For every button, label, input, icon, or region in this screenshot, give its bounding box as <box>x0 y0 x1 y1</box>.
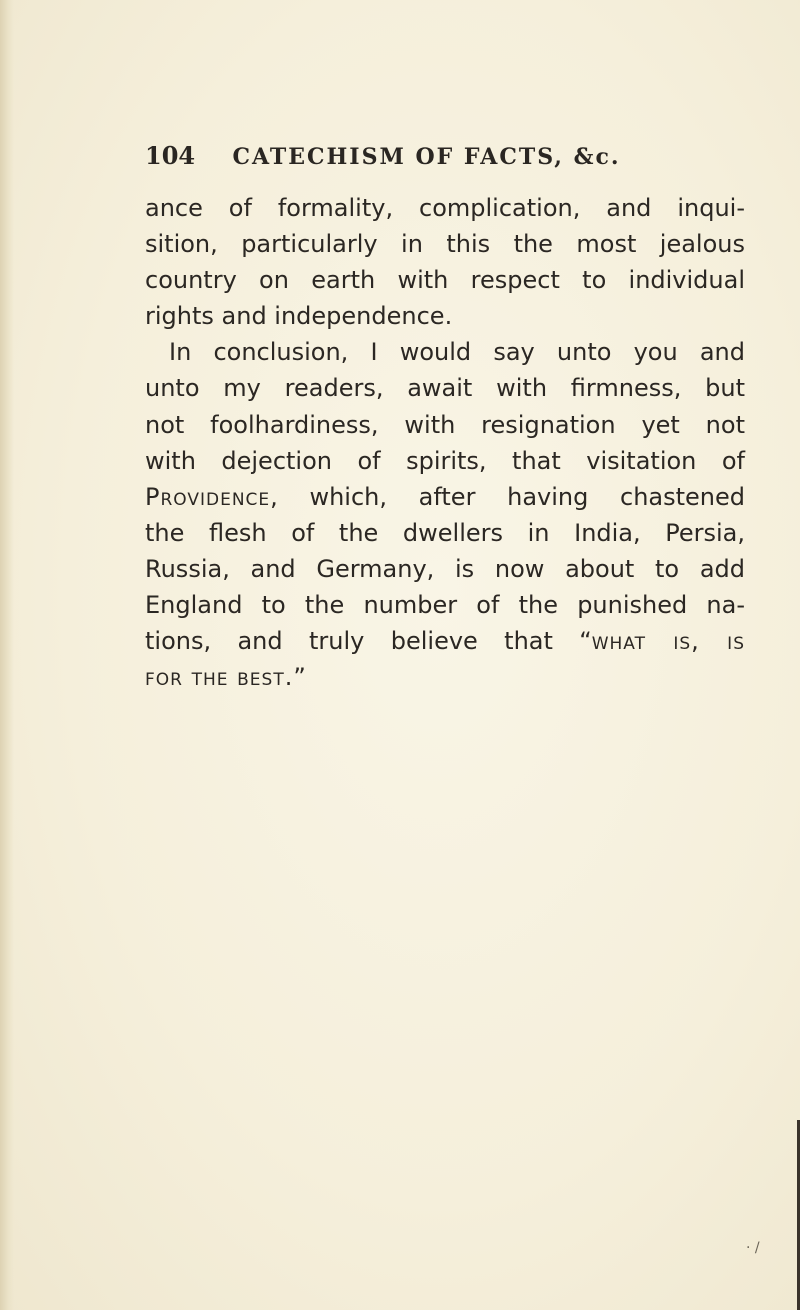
text-line: country on earth with respect to individual <box>145 266 745 295</box>
text-line: not foolhardiness, with resignation yet not <box>145 410 745 439</box>
text-line: with dejection of spirits, that visitation of <box>145 446 745 475</box>
text-line <box>145 623 745 659</box>
gutter-shadow <box>0 0 14 1310</box>
text-line: In conclusion, I would say unto you and <box>169 338 745 367</box>
quote-lead: tions, and truly believe that “ <box>145 627 592 656</box>
quote-close: ” <box>293 663 306 692</box>
providence-rest: , which, after having chastened <box>270 482 745 511</box>
running-title: CATECHISM OF FACTS, &c. <box>232 144 621 170</box>
stray-mark: · / <box>746 1240 760 1256</box>
text-line: Russia, and Germany, is now about to add <box>145 554 745 583</box>
text-line: unto my readers, await with firmness, but <box>145 374 745 403</box>
page-number: 104 <box>145 141 196 170</box>
body-text <box>145 190 745 695</box>
text-line: the flesh of the dwellers in India, Persia, <box>145 518 745 547</box>
quote-smallcaps-2: for the best. <box>145 663 294 692</box>
text-line <box>145 479 745 515</box>
quote-smallcaps-1: what is, is <box>591 627 745 656</box>
text-line <box>145 659 745 695</box>
text-line: ance of formality, complication, and inqui- <box>145 194 745 222</box>
text-line: sition, particularly in this the most jealous <box>145 230 745 259</box>
providence-word: Providence <box>145 482 271 511</box>
text-line: rights and independence. <box>145 302 453 331</box>
running-header <box>145 141 665 175</box>
text-line: England to the number of the punished na- <box>145 591 745 620</box>
